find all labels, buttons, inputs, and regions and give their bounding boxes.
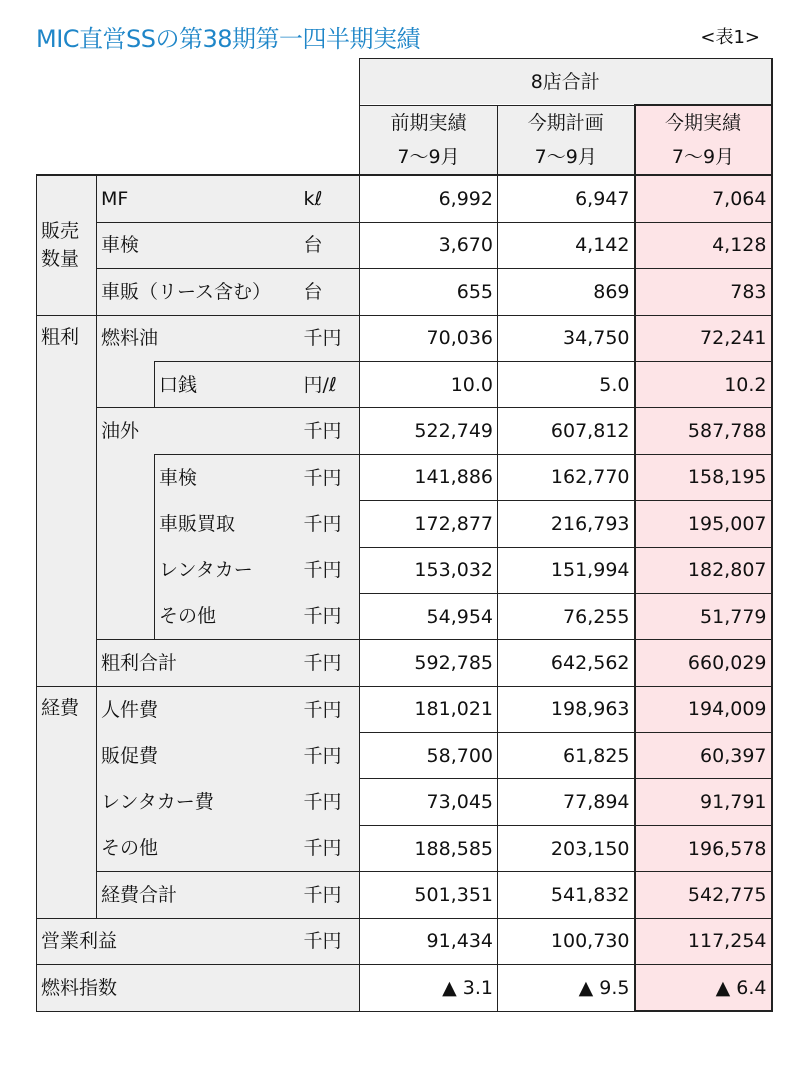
- cell-actual: 783: [635, 269, 772, 315]
- row-unit: [302, 965, 360, 1012]
- cell-prev-actual: 181,021: [360, 686, 498, 732]
- table-row: [37, 222, 772, 268]
- row-unit: 千円: [302, 315, 360, 361]
- cell-plan: 151,994: [498, 547, 635, 593]
- cell-plan: 4,142: [498, 222, 635, 268]
- cell-actual: 542,775: [635, 872, 772, 918]
- row-unit: 千円: [302, 408, 360, 454]
- table-row: [37, 779, 772, 825]
- cell-plan: 607,812: [498, 408, 635, 454]
- cell-actual: 117,254: [635, 918, 772, 964]
- cell-plan: 77,894: [498, 779, 635, 825]
- cell-prev-actual: 522,749: [360, 408, 498, 454]
- row-unit: 千円: [302, 454, 360, 500]
- column-header-title: 今期実績: [664, 112, 741, 135]
- cell-plan: 642,562: [498, 640, 635, 686]
- row-unit: 千円: [302, 779, 360, 825]
- row-label: 粗利合計: [97, 640, 302, 686]
- cell-plan: 5.0: [498, 361, 635, 407]
- cell-actual: 660,029: [635, 640, 772, 686]
- row-unit: 千円: [302, 640, 360, 686]
- cell-actual: 91,791: [635, 779, 772, 825]
- row-label: 口銭: [155, 361, 302, 407]
- column-header-title: 前期実績: [390, 112, 467, 135]
- row-label: レンタカー: [155, 547, 302, 593]
- row-unit: 千円: [302, 547, 360, 593]
- table-row: [37, 454, 772, 500]
- cell-actual: 182,807: [635, 547, 772, 593]
- row-label: 油外: [97, 408, 302, 454]
- cell-prev-actual: 3,670: [360, 222, 498, 268]
- cell-prev-actual: 6,992: [360, 175, 498, 222]
- row-label: 燃料指数: [37, 965, 302, 1012]
- table-row: [37, 825, 772, 871]
- row-label: 車検: [155, 454, 302, 500]
- cell-actual: 60,397: [635, 733, 772, 779]
- cell-prev-actual: 655: [360, 269, 498, 315]
- table-row: [37, 361, 772, 407]
- table-row: [37, 686, 772, 732]
- row-unit: kℓ: [302, 175, 360, 222]
- cell-actual: 72,241: [635, 315, 772, 361]
- table-row: [37, 175, 772, 222]
- cell-prev-actual: 141,886: [360, 454, 498, 500]
- cell-actual: 10.2: [635, 361, 772, 407]
- row-unit: 千円: [302, 825, 360, 871]
- row-unit: 台: [302, 222, 360, 268]
- cell-prev-actual: 188,585: [360, 825, 498, 871]
- cell-plan: 100,730: [498, 918, 635, 964]
- column-header-period: 7～9月: [671, 146, 735, 169]
- row-label: その他: [97, 825, 302, 871]
- row-label: 車販（リース含む）: [97, 269, 302, 315]
- section-label-sales-volume: 販売数量: [37, 175, 97, 315]
- cell-actual: 51,779: [635, 593, 772, 639]
- cell-actual: 4,128: [635, 222, 772, 268]
- cell-prev-actual: 54,954: [360, 593, 498, 639]
- column-header-actual: [635, 105, 772, 175]
- cell-prev-actual: 592,785: [360, 640, 498, 686]
- table-row: [37, 640, 772, 686]
- cell-actual: ▲ 6.4: [635, 965, 772, 1012]
- column-header-period: 7～9月: [397, 146, 460, 169]
- cell-plan: 216,793: [498, 501, 635, 547]
- row-label: レンタカー費: [97, 779, 302, 825]
- cell-plan: ▲ 9.5: [498, 965, 635, 1012]
- cell-plan: 541,832: [498, 872, 635, 918]
- table-row: [37, 733, 772, 779]
- row-label: 営業利益: [37, 918, 302, 964]
- cell-prev-actual: 10.0: [360, 361, 498, 407]
- cell-actual: 194,009: [635, 686, 772, 732]
- cell-plan: 6,947: [498, 175, 635, 222]
- table-row: [37, 872, 772, 918]
- cell-prev-actual: 58,700: [360, 733, 498, 779]
- row-label: 販促費: [97, 733, 302, 779]
- row-unit: 千円: [302, 593, 360, 639]
- cell-prev-actual: 501,351: [360, 872, 498, 918]
- page-title: MIC直営SSの第38期第一四半期実績: [36, 25, 421, 53]
- cell-actual: 158,195: [635, 454, 772, 500]
- section-label-gross-profit: 粗利: [37, 315, 97, 686]
- row-unit: 千円: [302, 686, 360, 732]
- column-header-prev-actual: [360, 105, 498, 175]
- cell-plan: 76,255: [498, 593, 635, 639]
- cell-plan: 162,770: [498, 454, 635, 500]
- table-row: [37, 965, 772, 1012]
- cell-plan: 203,150: [498, 825, 635, 871]
- row-unit: 台: [302, 269, 360, 315]
- results-table: [36, 58, 773, 1012]
- cell-prev-actual: ▲ 3.1: [360, 965, 498, 1012]
- row-unit: 千円: [302, 733, 360, 779]
- cell-actual: 587,788: [635, 408, 772, 454]
- row-unit: 千円: [302, 918, 360, 964]
- cell-plan: 34,750: [498, 315, 635, 361]
- table-row: [37, 315, 772, 361]
- table-reference: <表1>: [700, 27, 760, 48]
- table-row: [37, 269, 772, 315]
- cell-plan: 198,963: [498, 686, 635, 732]
- column-header-title: 今期計画: [527, 112, 604, 135]
- row-unit: 千円: [302, 872, 360, 918]
- cell-actual: 195,007: [635, 501, 772, 547]
- cell-prev-actual: 172,877: [360, 501, 498, 547]
- table-row: [37, 918, 772, 964]
- row-label: 人件費: [97, 686, 302, 732]
- cell-actual: 196,578: [635, 825, 772, 871]
- cell-actual: 7,064: [635, 175, 772, 222]
- row-label: 車販買取: [155, 501, 302, 547]
- row-unit: 円/ℓ: [302, 361, 360, 407]
- section-label-expenses: 経費: [37, 686, 97, 918]
- column-header-plan: [498, 105, 635, 175]
- header-columns-row: [37, 105, 772, 175]
- header-group-row: [37, 59, 772, 106]
- cell-prev-actual: 73,045: [360, 779, 498, 825]
- row-unit: 千円: [302, 501, 360, 547]
- cell-plan: 61,825: [498, 733, 635, 779]
- cell-plan: 869: [498, 269, 635, 315]
- table-row: [37, 408, 772, 454]
- header-group-label: 8店合計: [360, 59, 772, 106]
- cell-prev-actual: 91,434: [360, 918, 498, 964]
- cell-prev-actual: 70,036: [360, 315, 498, 361]
- row-label: MF: [97, 175, 302, 222]
- row-label: 経費合計: [97, 872, 302, 918]
- row-label: 燃料油: [97, 315, 302, 361]
- column-header-period: 7～9月: [534, 146, 597, 169]
- row-label: 車検: [97, 222, 302, 268]
- row-label: その他: [155, 593, 302, 639]
- cell-prev-actual: 153,032: [360, 547, 498, 593]
